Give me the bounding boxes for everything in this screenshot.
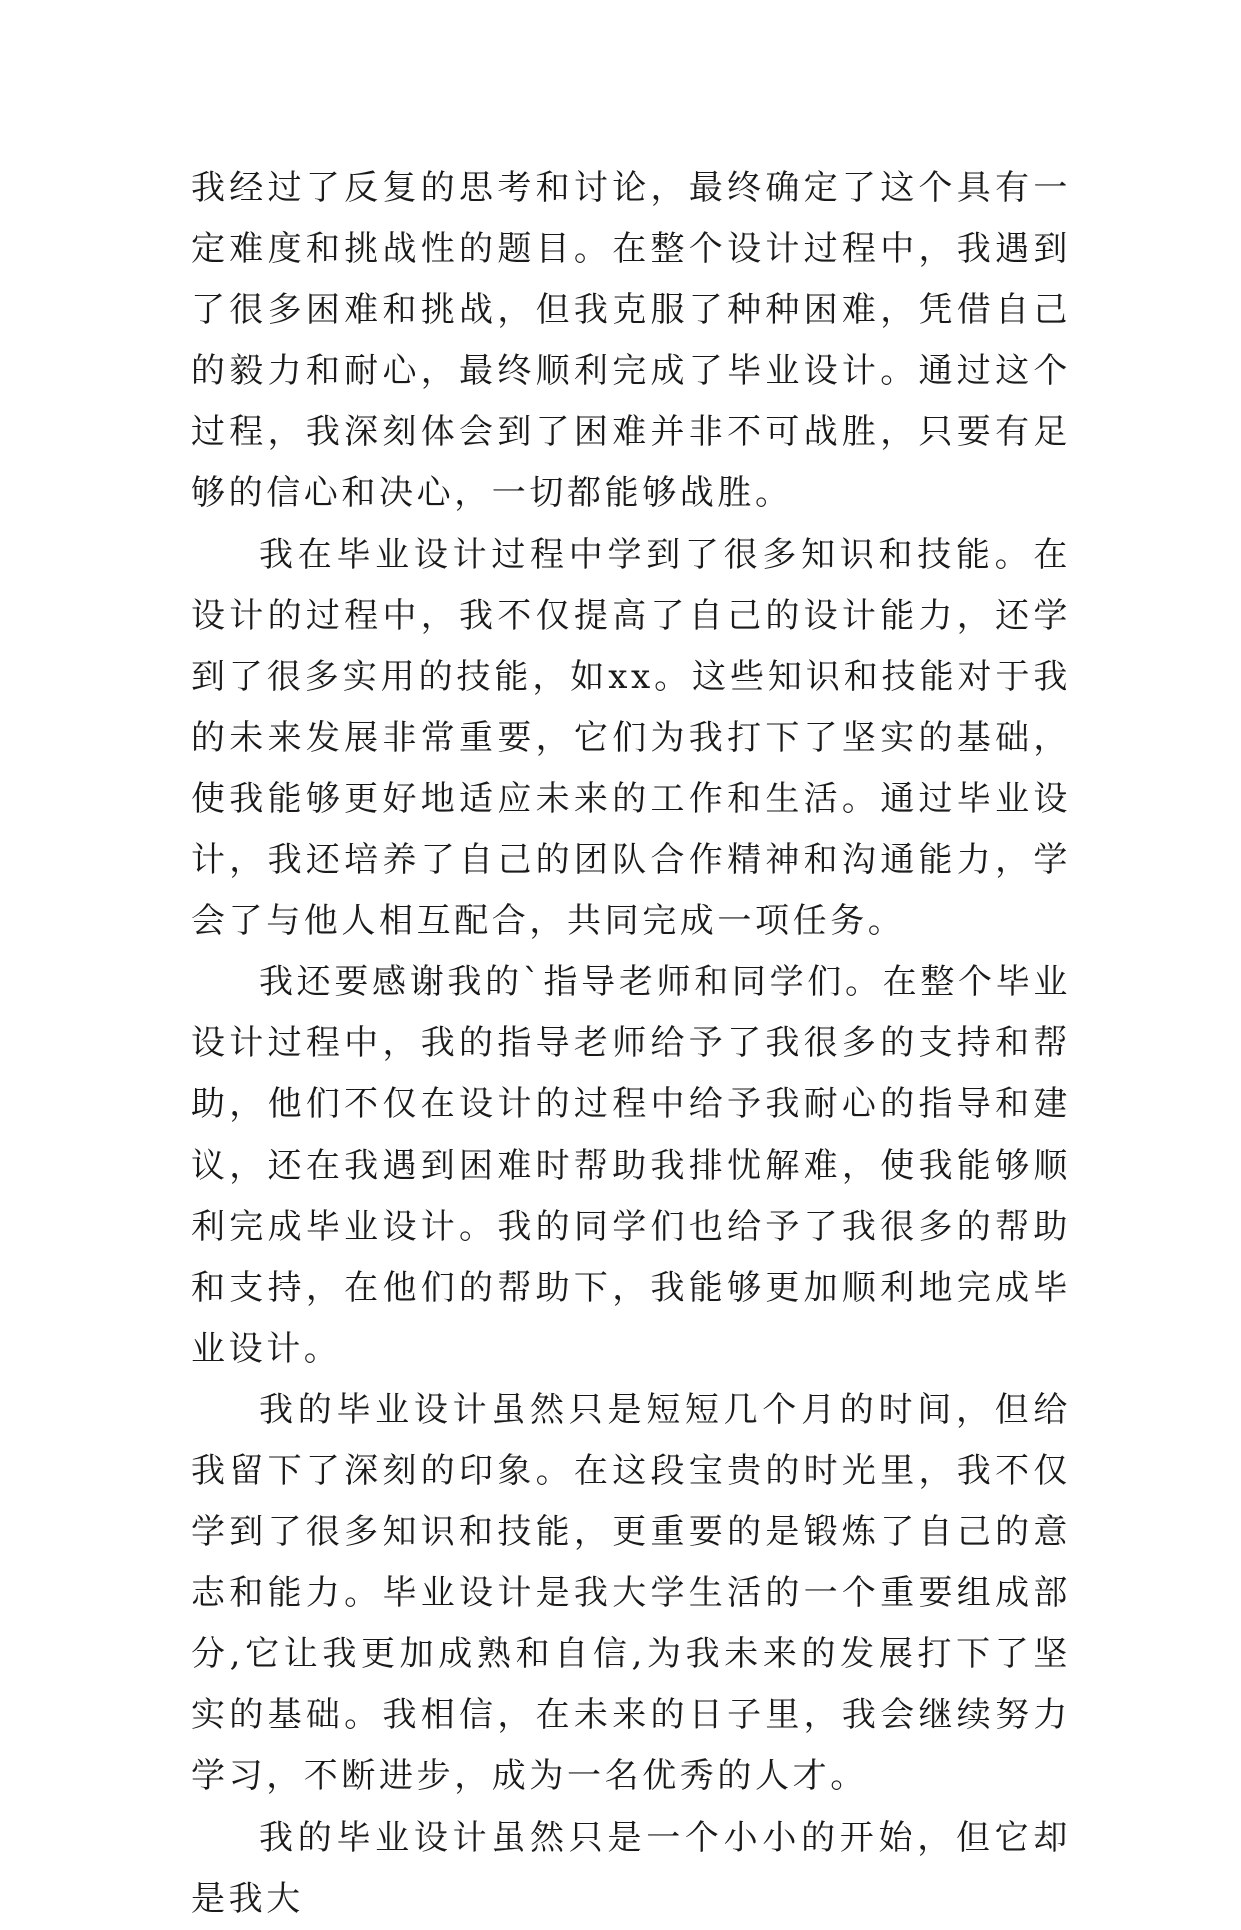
paragraph-5: 我的毕业设计虽然只是一个小小的开始，但它却是我大	[191, 1817, 1071, 1919]
paragraph-3: 我还要感谢我的`指导老师和同学们。在整个毕业设计过程中，我的指导老师给予了我很多的支持和帮助，他们不仅在设计的过程中给予我耐心的指导和建议，还在我遇到困难时帮助我排忧解难，使我能够顺利完成毕业设计。我的同学们也给予了我很多的帮助和支持，在他们的帮助下，我能够更加顺利地完成毕业设计。	[191, 962, 1071, 1369]
paragraph-4: 我的毕业设计虽然只是短短几个月的时间，但给我留下了深刻的印象。在这段宝贵的时光里，我不仅学到了很多知识和技能，更重要的是锻炼了自己的意志和能力。毕业设计是我大学生活的一个重要组成部分,它让我更加成熟和自信,为我未来的发展打下了坚实的基础。我相信，在未来的日子里，我会继续努力学习，不断进步，成为一名优秀的人才。	[191, 1389, 1071, 1797]
document-body	[191, 158, 1071, 1930]
paragraph-2: 我在毕业设计过程中学到了很多知识和技能。在设计的过程中，我不仅提高了自己的设计能力，还学到了很多实用的技能，如xx。这些知识和技能对于我的未来发展非常重要，它们为我打下了坚实的基础，使我能够更好地适应未来的工作和生活。通过毕业设计，我还培养了自己的团队合作精神和沟通能力，学会了与他人相互配合，共同完成一项任务。	[191, 534, 1071, 942]
paragraph-1: 我经过了反复的思考和讨论，最终确定了这个具有一定难度和挑战性的题目。在整个设计过程中，我遇到了很多困难和挑战，但我克服了种种困难，凭借自己的毅力和耐心，最终顺利完成了毕业设计。通过这个过程，我深刻体会到了困难并非不可战胜，只要有足够的信心和决心，一切都能够战胜。	[191, 168, 1071, 514]
